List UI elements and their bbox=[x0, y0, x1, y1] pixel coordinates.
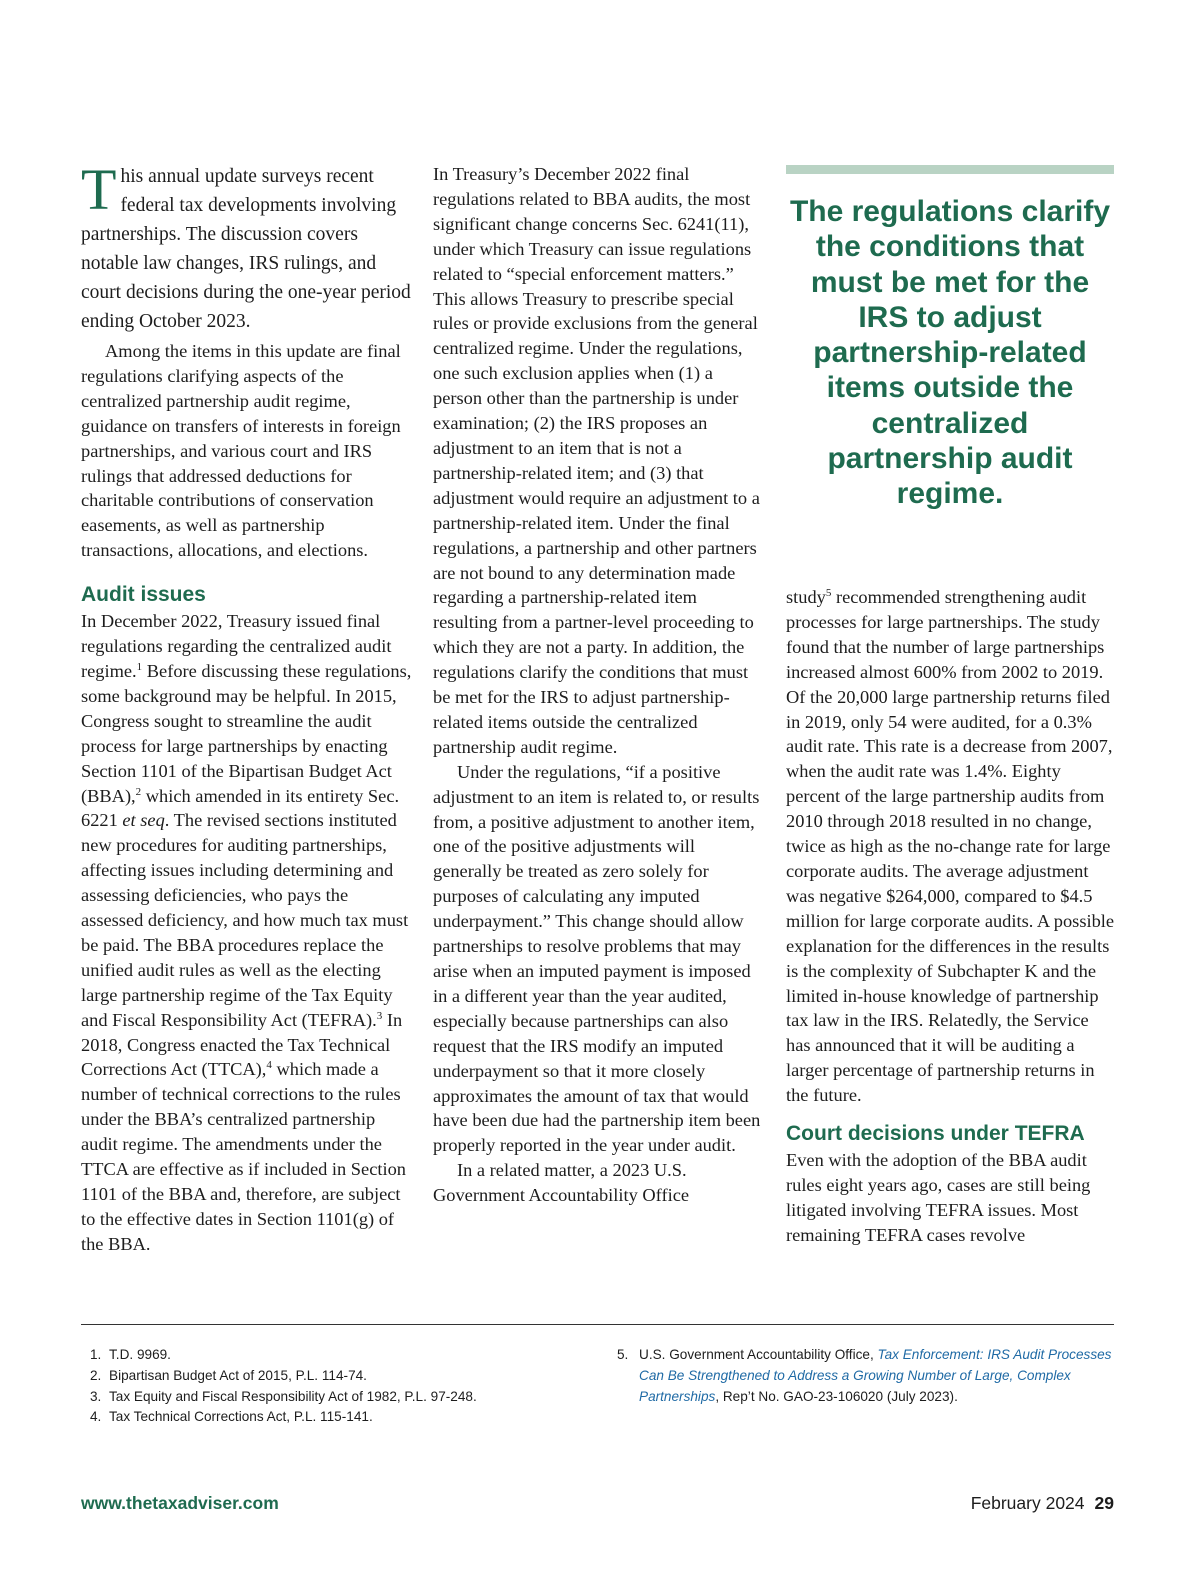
intro-lead bbox=[81, 157, 413, 336]
intro-paragraph-2: Among the items in this update are final regulations clarifying aspects of the centralized partnership audit regime, guidance on transfers of interests in foreign partnerships, and various court and IRS rulings that addressed deductions for charitable contributions of conservation easements, as well as partnership transactions, allocations, and elections. bbox=[81, 341, 401, 561]
drop-cap: T bbox=[81, 157, 117, 222]
issue-info bbox=[971, 1493, 1114, 1514]
audit-issues-paragraph bbox=[81, 609, 413, 1257]
intro-text: his annual update surveys recent federal tax developments involving partnerships. The discussion covers notable law changes, IRS rulings, and court decisions during the one-year period ending October 2023. bbox=[81, 166, 411, 332]
issue-date: February 2024 bbox=[970, 1493, 1085, 1513]
column-3-paragraph-2: Even with the adoption of the BBA audit rules eight years ago, cases are still being litigated involving TEFRA issues. Most remaining TEFRA cases revolve bbox=[786, 1150, 1091, 1245]
column-2-paragraph-2: Under the regulations, “if a positive adjustment to an item is related to, or results from, a positive adjustment to another item, one of the positive adjustments will generally be treated as zero solely for purposes of calculating any imputed underpayment.” This change should allow partnerships to resolve problems that may arise when an imputed payment is imposed in a different year than the year audited, especially because partnerships can also request that the IRS modify an imputed underpayment so that it more closely approximates the amount of tax that would have been due had the partnership item been properly reported in the year under audit. bbox=[433, 761, 761, 1156]
footnote-prefix: U.S. Government Accountability Office, bbox=[639, 1347, 878, 1362]
footnote-suffix: , Rep’t No. GAO-23-106020 (July 2023). bbox=[715, 1388, 958, 1404]
footnote-text: T.D. 9969. bbox=[109, 1347, 171, 1362]
article-column-1 bbox=[81, 157, 413, 1257]
footnotes-left bbox=[90, 1345, 590, 1428]
footnote-divider bbox=[81, 1324, 1114, 1325]
footnote-ref-2[interactable]: 2 bbox=[135, 785, 142, 798]
footnote-text: Bipartisan Budget Act of 2015, P.L. 114-74. bbox=[109, 1367, 367, 1383]
pullquote: The regulations clarify the conditions that must be met for the IRS to adjust partnership-related items outside the centralized partnership audit regime. bbox=[789, 195, 1111, 511]
footnote-ref-4[interactable]: 4 bbox=[266, 1059, 272, 1072]
body-text: In 2018, Congress enacted the Tax Technical Corrections Act (TTCA), bbox=[81, 1009, 403, 1080]
footnote-4 bbox=[90, 1407, 590, 1428]
column-2-paragraph-1: In Treasury’s December 2022 final regulations related to BBA audits, the most significant change concerns Sec. 6241(11), under which Treasury can issue regulations related to “special enforcement matters.” This allows Treasury to prescribe special rules or provide exclusions from the general centralized regime. Under the regulations, one such exclusion applies when (1) a person other than the partnership is under examination; (2) the IRS proposes an adjustment to an item that is not a partnership-related item; and (3) that adjustment would require an adjustment to a partnership-related item. Under the final regulations, a partnership and other partners are not bound to any determination made regarding a partnership-related item resulting from a partner-level proceeding to which they are not a party. In addition, the regulations clarify the conditions that must be met for the IRS to adjust partnership-related items outside the centralized partnership audit regime. bbox=[433, 164, 760, 757]
body-text: In December 2022, Treasury issued final regulations regarding the centralized audit regime. bbox=[81, 611, 392, 681]
column-2-paragraph-3: In a related matter, a 2023 U.S. Government Accountability Office bbox=[433, 1160, 690, 1206]
section-heading-court-decisions: Court decisions under TEFRA bbox=[786, 1122, 1085, 1146]
footnotes-right bbox=[617, 1345, 1117, 1407]
intro-paragraph bbox=[81, 157, 413, 336]
body-text: which made a number of technical corrections to the rules under the BBA’s centralized partnership audit regime. The amendments under the TTCA are effective as if included in Section 1101 of the BBA and, therefore, are subject to the effective dates in Section 1101(g) of the BBA. bbox=[81, 1059, 406, 1254]
footnote-ref-3[interactable]: 3 bbox=[376, 1009, 383, 1022]
website-link[interactable]: www.thetaxadviser.com bbox=[81, 1493, 279, 1513]
italic-et-seq: et seq bbox=[122, 810, 165, 831]
page-number: 29 bbox=[1094, 1493, 1114, 1513]
footnote-text bbox=[639, 1345, 1117, 1407]
body-text: Before discussing these regulations, some background may be helpful. In 2015, Congress sought to streamline the audit process for large partnerships by enacting Section 1101 of the Bipartisan Budget Act (BBA), bbox=[81, 660, 412, 806]
gao-report-link[interactable]: Tax Enforcement: IRS Audit Processes Can Be Strengthened to Address a Growing Number of Large, Complex Partnerships bbox=[639, 1347, 1112, 1404]
footnote-number: 1. bbox=[90, 1347, 102, 1362]
article-column-3 bbox=[786, 585, 1116, 1248]
footnote-1 bbox=[90, 1345, 590, 1366]
article-column-2 bbox=[433, 162, 765, 1208]
body-text: recommended strengthening audit processes for large partnerships. The study found that the number of large partnerships increased almost 600% from 2002 to 2019. Of the 20,000 large partnership returns filed in 2019, only 54 were audited, for a 0.3% audit rate. This rate is a decrease from 2007, when the audit rate was 1.4%. Eighty percent of the large partnership audits from 2010 through 2018 resulted in no change, twice as high as the no-change rate for large corporate audits. The average adjustment was negative $264,000, compared to $4.5 million for large corporate audits. A possible explanation for the differences in the results is the complexity of Subchapter K and the limited in-house knowledge of partnership tax law in the IRS. Relatedly, the Service has announced that it will be auditing a larger percentage of partnership returns in the future. bbox=[786, 587, 1115, 1106]
body-text: study bbox=[786, 587, 826, 607]
body-text: which amended in its entirety Sec. 6221 bbox=[81, 785, 400, 831]
footnote-text: Tax Technical Corrections Act, P.L. 115-141. bbox=[109, 1409, 373, 1425]
column-3-paragraph-1 bbox=[786, 585, 1116, 1108]
footnote-ref-1[interactable]: 1 bbox=[136, 660, 143, 673]
pullquote-bar bbox=[786, 165, 1114, 174]
footnote-5 bbox=[617, 1345, 1117, 1407]
footnote-number: 2. bbox=[90, 1367, 102, 1383]
footnote-text: Tax Equity and Fiscal Responsibility Act of 1982, P.L. 97-248. bbox=[109, 1388, 477, 1404]
section-heading-audit-issues: Audit issues bbox=[81, 583, 206, 607]
footnote-3 bbox=[90, 1387, 590, 1408]
footnote-number: 3. bbox=[90, 1388, 102, 1404]
footnote-2 bbox=[90, 1366, 590, 1387]
footnote-number: 5. bbox=[617, 1347, 629, 1362]
body-text: . The revised sections instituted new procedures for auditing partnerships, affecting issues including determining and assessing deficiencies, who pays the assessed deficiency, and how much tax must be paid. The BBA procedures replace the unified audit rules as well as the electing large partnership regime of the Tax Equity and Fiscal Responsibility Act (TEFRA). bbox=[81, 810, 409, 1030]
footnote-number: 4. bbox=[90, 1409, 102, 1425]
footnote-ref-5[interactable]: 5 bbox=[825, 586, 832, 599]
